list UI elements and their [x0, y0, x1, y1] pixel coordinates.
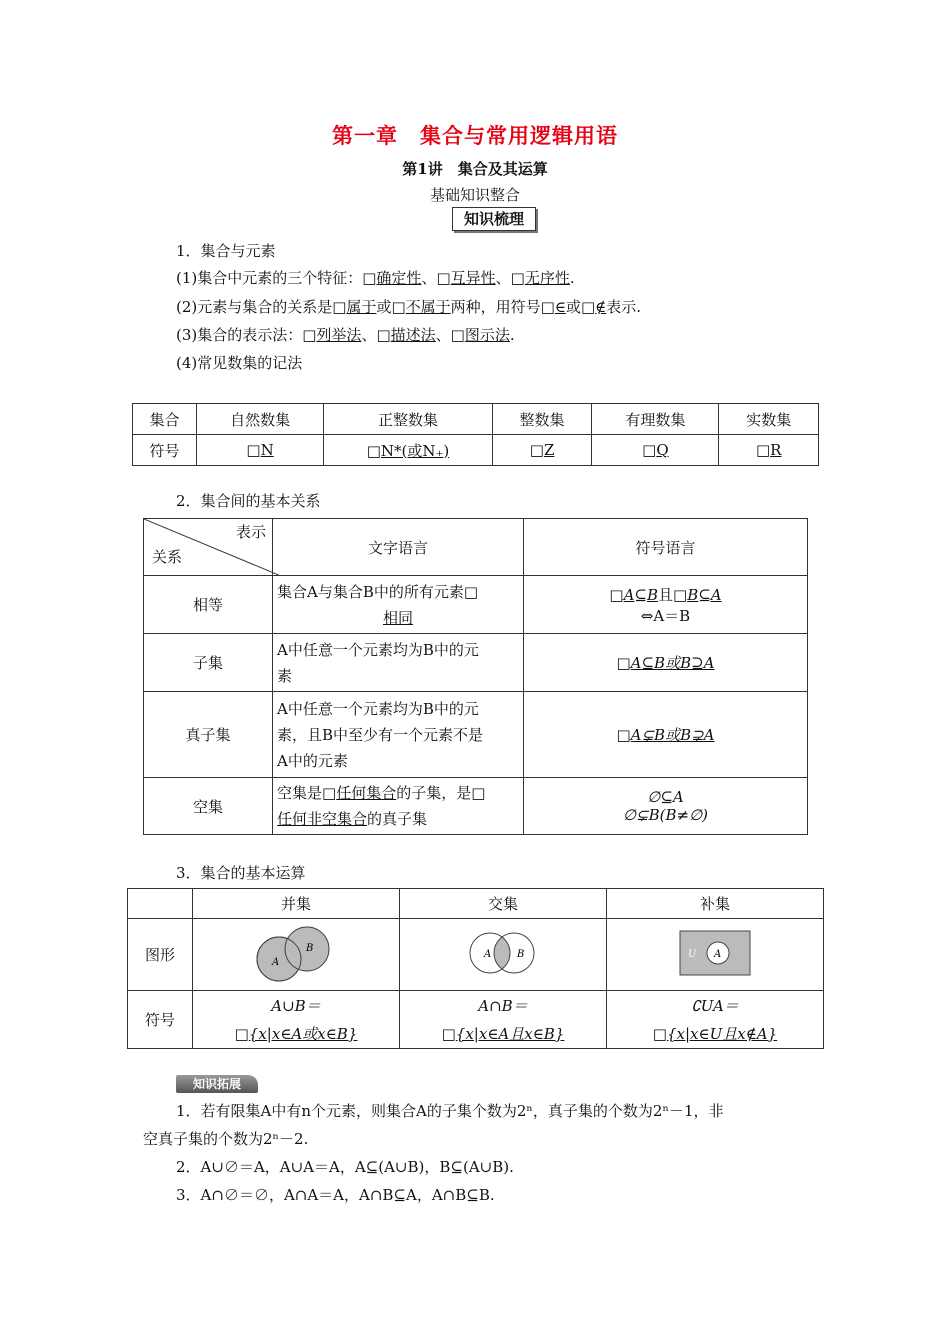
answer: ∉: [595, 298, 607, 316]
answer: 描述法: [390, 326, 436, 344]
table-cell: 有理数集: [592, 404, 719, 435]
text: 且□: [658, 585, 688, 604]
extension-line3: 3．A∩∅＝∅，A∩A＝A，A∩B⊆A，A∩B⊆B.: [176, 1186, 495, 1204]
section-title: 基础知识整合: [429, 186, 520, 204]
answer: 列举法: [316, 326, 362, 344]
table-header-diagonal: [144, 519, 273, 576]
text: 、□: [435, 326, 465, 344]
text: 、□: [495, 269, 525, 287]
extension-line2: 2．A∪∅＝A，A∪A＝A，A⊆(A∪B)，B⊆(A∪B).: [176, 1158, 514, 1176]
header-top: 表示: [235, 523, 266, 541]
table-cell: □R: [719, 435, 819, 466]
intersection-venn-diagram: [448, 923, 558, 983]
table-cell: 正整数集: [324, 404, 493, 435]
table-row: [144, 519, 808, 576]
answer: B⊆A: [687, 585, 722, 604]
answer: A⊆B: [623, 585, 658, 604]
complement-venn-diagram: [660, 923, 770, 983]
text: (3)集合的表示法：□: [176, 326, 317, 344]
answer: 互异性: [450, 269, 496, 287]
answer: N*(或N₊): [380, 441, 450, 460]
lesson-title: 第1讲 集合及其运算: [402, 160, 548, 178]
text: 、□: [361, 326, 391, 344]
answer: Z: [543, 441, 555, 459]
answer: {x|x∈A且x∈B}: [455, 1024, 565, 1043]
table-cell: 图形: [128, 919, 193, 991]
table-cell: [524, 778, 808, 835]
text: 空集是□: [277, 784, 337, 802]
text: ∅⊆A: [647, 788, 684, 806]
answer: 相同: [383, 608, 414, 627]
section1-item3: [176, 324, 515, 345]
answer: 任何集合: [336, 784, 397, 802]
text: A中任意一个元素均为B中的元: [277, 640, 479, 659]
answer: N: [260, 441, 274, 459]
section1-item1: [176, 267, 575, 288]
text: ∅⊊B(B≠∅): [622, 806, 709, 824]
set-operations-table: [127, 888, 824, 1049]
set-relations-table: [143, 518, 808, 835]
table-cell: □Q: [592, 435, 719, 466]
table-cell: □Z: [492, 435, 592, 466]
text: ∁UA＝: [691, 996, 739, 1015]
table-row: [133, 404, 819, 435]
table-row: [133, 435, 819, 466]
section1-item2: [176, 296, 641, 317]
table-cell: 子集: [144, 634, 273, 692]
answer: 无序性: [524, 269, 570, 287]
table-cell: 符号: [133, 435, 197, 466]
table-row: [128, 991, 824, 1049]
extension-badge: 知识拓展: [176, 1075, 258, 1093]
table-cell: 实数集: [719, 404, 819, 435]
table-cell-empty: [128, 889, 193, 919]
table-cell: 空集: [144, 778, 273, 835]
venn-label-b: B: [517, 948, 525, 960]
table-cell: □N*(或N₊): [324, 435, 493, 466]
text: .: [509, 326, 515, 344]
text: .: [569, 269, 575, 287]
text: 集合A与集合B中的所有元素□: [277, 582, 479, 601]
table-cell: 真子集: [144, 692, 273, 778]
table-header: 并集: [193, 889, 400, 919]
text: 的子集，是□: [396, 784, 486, 802]
text: 两种，用符号□: [450, 298, 555, 316]
text: A∩B＝: [478, 996, 528, 1015]
text: A中任意一个元素均为B中的元: [277, 699, 479, 718]
answer: 不属于: [405, 298, 451, 316]
table-cell: 自然数集: [197, 404, 324, 435]
table-header: 符号语言: [524, 519, 808, 576]
answer: R: [770, 441, 782, 459]
table-cell: □A⊆B且□B⊆A ⇔A＝B: [524, 576, 808, 634]
number-sets-table: [132, 403, 819, 466]
answer: {x|x∈U且x∉A}: [666, 1024, 778, 1043]
answer: Q: [656, 441, 669, 459]
venn-label-a: A: [714, 948, 722, 960]
table-cell: 整数集: [492, 404, 592, 435]
table-header: 文字语言: [273, 519, 524, 576]
table-cell: ∁UA＝ □{x|x∈U且x∉A}: [607, 991, 824, 1049]
text: (2)元素与集合的关系是□: [176, 298, 347, 316]
answer: {x|x∈A或x∈B}: [248, 1024, 358, 1043]
table-row: [128, 919, 824, 991]
venn-label-a: A: [272, 956, 280, 968]
table-cell: [273, 634, 524, 692]
text: 表示.: [606, 298, 642, 316]
table-cell: [400, 919, 607, 991]
knowledge-box-label: 知识梳理: [452, 207, 536, 231]
table-row: [144, 778, 808, 835]
table-row: [144, 692, 808, 778]
table-cell: 相等: [144, 576, 273, 634]
answer: A⊆B或B⊇A: [630, 654, 715, 672]
venn-label-b: B: [306, 942, 314, 954]
section3-heading: 3．集合的基本运算: [176, 864, 306, 882]
answer: 属于: [346, 298, 377, 316]
table-cell: 集合: [133, 404, 197, 435]
section1-item4: (4)常见数集的记法: [176, 354, 303, 372]
table-row: [144, 634, 808, 692]
answer: 确定性: [376, 269, 422, 287]
answer: 任何非空集合: [277, 810, 368, 828]
extension-line1: 1．若有限集A中有n个元素，则集合A的子集个数为2ⁿ，真子集的个数为2ⁿ－1，非: [176, 1102, 724, 1120]
table-row: [144, 576, 808, 634]
table-cell: □A⊊B或B⊋A: [524, 692, 808, 778]
table-cell: [607, 919, 824, 991]
venn-label-a: A: [484, 948, 492, 960]
table-cell: □N: [197, 435, 324, 466]
table-cell: [273, 576, 524, 634]
text: 素: [277, 666, 293, 685]
answer: A⊊B或B⊋A: [630, 726, 715, 744]
section1-heading: 1．集合与元素: [176, 242, 276, 260]
chapter-title: 第一章 集合与常用逻辑用语: [332, 123, 618, 148]
section2-heading: 2．集合间的基本关系: [176, 492, 321, 510]
union-venn-diagram: [241, 923, 351, 983]
table-header: 交集: [400, 889, 607, 919]
table-cell: 符号: [128, 991, 193, 1049]
table-header: 补集: [607, 889, 824, 919]
text: 或□: [565, 298, 596, 316]
table-cell: □A⊆B或B⊇A: [524, 634, 808, 692]
text: A∪B＝: [271, 996, 321, 1015]
table-cell: A∪B＝ □{x|x∈A或x∈B}: [193, 991, 400, 1049]
text: ⇔A＝B: [640, 606, 691, 625]
venn-label-u: U: [688, 948, 697, 960]
header-bottom: 关系: [152, 548, 183, 566]
text: 素，且B中至少有一个元素不是: [277, 725, 484, 744]
text: 或□: [376, 298, 406, 316]
answer: ∈: [554, 298, 566, 316]
table-row: [128, 889, 824, 919]
table-cell: A∩B＝ □{x|x∈A且x∈B}: [400, 991, 607, 1049]
table-cell: [193, 919, 400, 991]
text: A中的元素: [277, 751, 348, 770]
extension-line1b: 空真子集的个数为2ⁿ－2.: [143, 1130, 309, 1148]
table-cell: [273, 778, 524, 835]
text: (1)集合中元素的三个特征：□: [176, 269, 377, 287]
answer: 图示法: [464, 326, 510, 344]
table-cell: [273, 692, 524, 778]
text: 、□: [421, 269, 451, 287]
text: 的真子集: [367, 810, 428, 828]
